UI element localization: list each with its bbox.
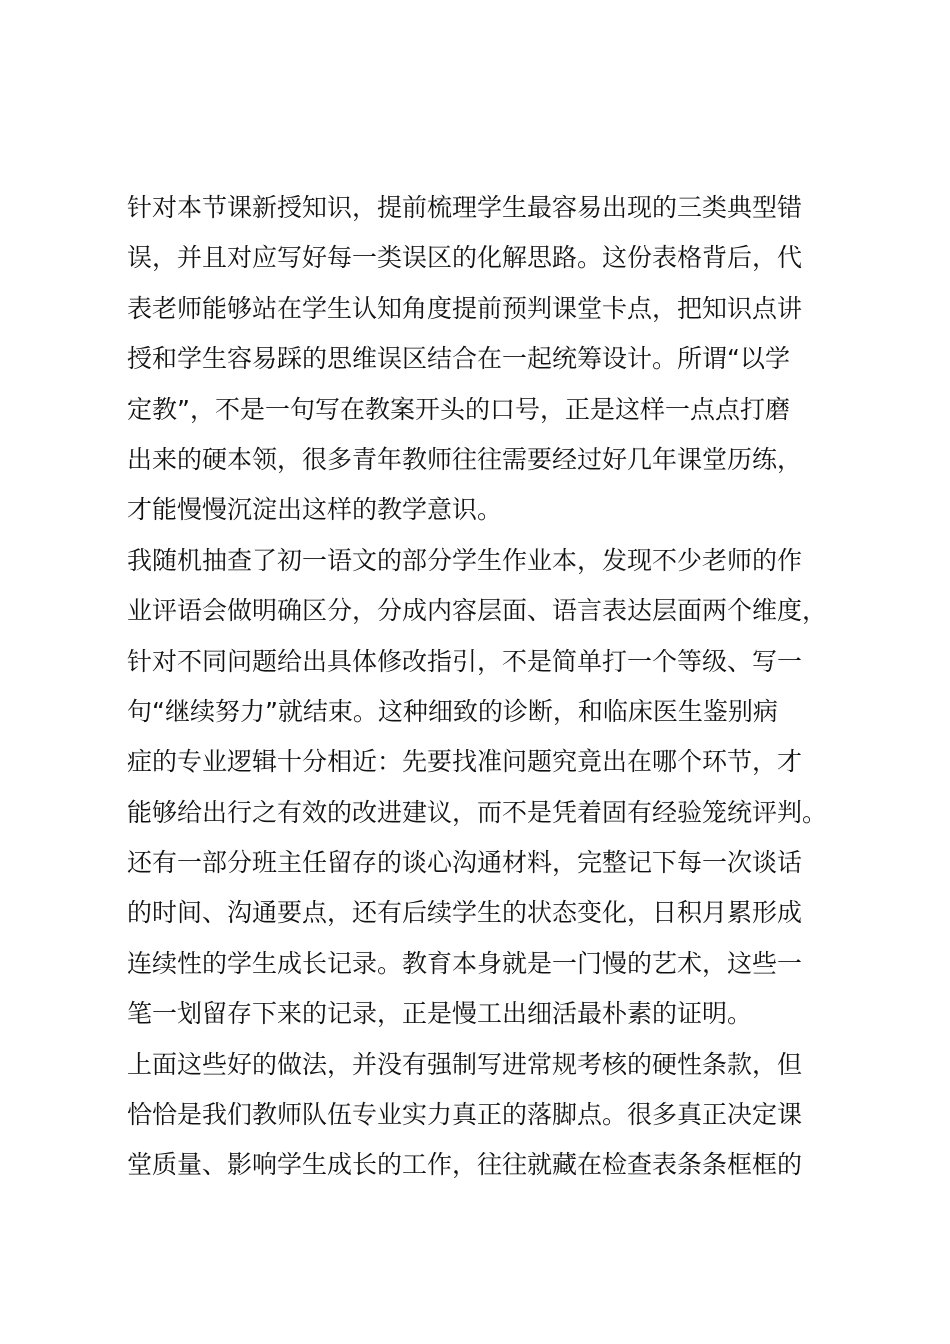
text-line: 表老师能够站在学生认知角度提前预判课堂卡点，把知识点讲 bbox=[127, 293, 803, 323]
text-line: 定教”，不是一句写在教案开头的口号，正是这样一点点打磨 bbox=[127, 394, 790, 424]
body-text bbox=[127, 183, 833, 1191]
text-line: 授和学生容易踩的思维误区结合在一起统筹设计。所谓“以学 bbox=[127, 344, 790, 374]
text-line: 我随机抽查了初一语文的部分学生作业本，发现不少老师的作 bbox=[127, 545, 803, 575]
text-line: 症的专业逻辑十分相近：先要找准问题究竟出在哪个环节，才 bbox=[127, 747, 803, 777]
text-line: 出来的硬本领，很多青年教师往往需要经过好几年课堂历练， bbox=[127, 444, 803, 474]
text-line: 业评语会做明确区分，分成内容层面、语言表达层面两个维度， bbox=[127, 596, 828, 626]
text-line: 针对本节课新授知识，提前梳理学生最容易出现的三类典型错 bbox=[127, 193, 803, 222]
text-line: 误，并且对应写好每一类误区的化解思路。这份表格背后，代 bbox=[127, 243, 803, 273]
text-line: 恰恰是我们教师队伍专业实力真正的落脚点。很多真正决定课 bbox=[127, 1100, 803, 1130]
text-line: 针对不同问题给出具体修改指引，不是简单打一个等级、写一 bbox=[127, 646, 803, 676]
text-line: 连续性的学生成长记录。教育本身就是一门慢的艺术，这些一 bbox=[127, 948, 803, 978]
text-line: 笔一划留存下来的记录，正是慢工出细活最朴素的证明。 bbox=[127, 999, 753, 1029]
text-line: 句“继续努力”就结束。这种细致的诊断，和临床医生鉴别病 bbox=[127, 696, 778, 726]
text-line: 上面这些好的做法，并没有强制写进常规考核的硬性条款，但 bbox=[127, 1049, 803, 1079]
text-line: 才能慢慢沉淀出这样的教学意识。 bbox=[127, 495, 503, 525]
text-line: 堂质量、影响学生成长的工作，往往就藏在检查表条条框框的 bbox=[127, 1150, 803, 1180]
text-line: 还有一部分班主任留存的谈心沟通材料，完整记下每一次谈话 bbox=[127, 848, 803, 878]
text-line: 能够给出行之有效的改进建议，而不是凭着固有经验笼统评判。 bbox=[127, 797, 828, 827]
text-line: 的时间、沟通要点，还有后续学生的状态变化，日积月累形成 bbox=[127, 898, 803, 928]
